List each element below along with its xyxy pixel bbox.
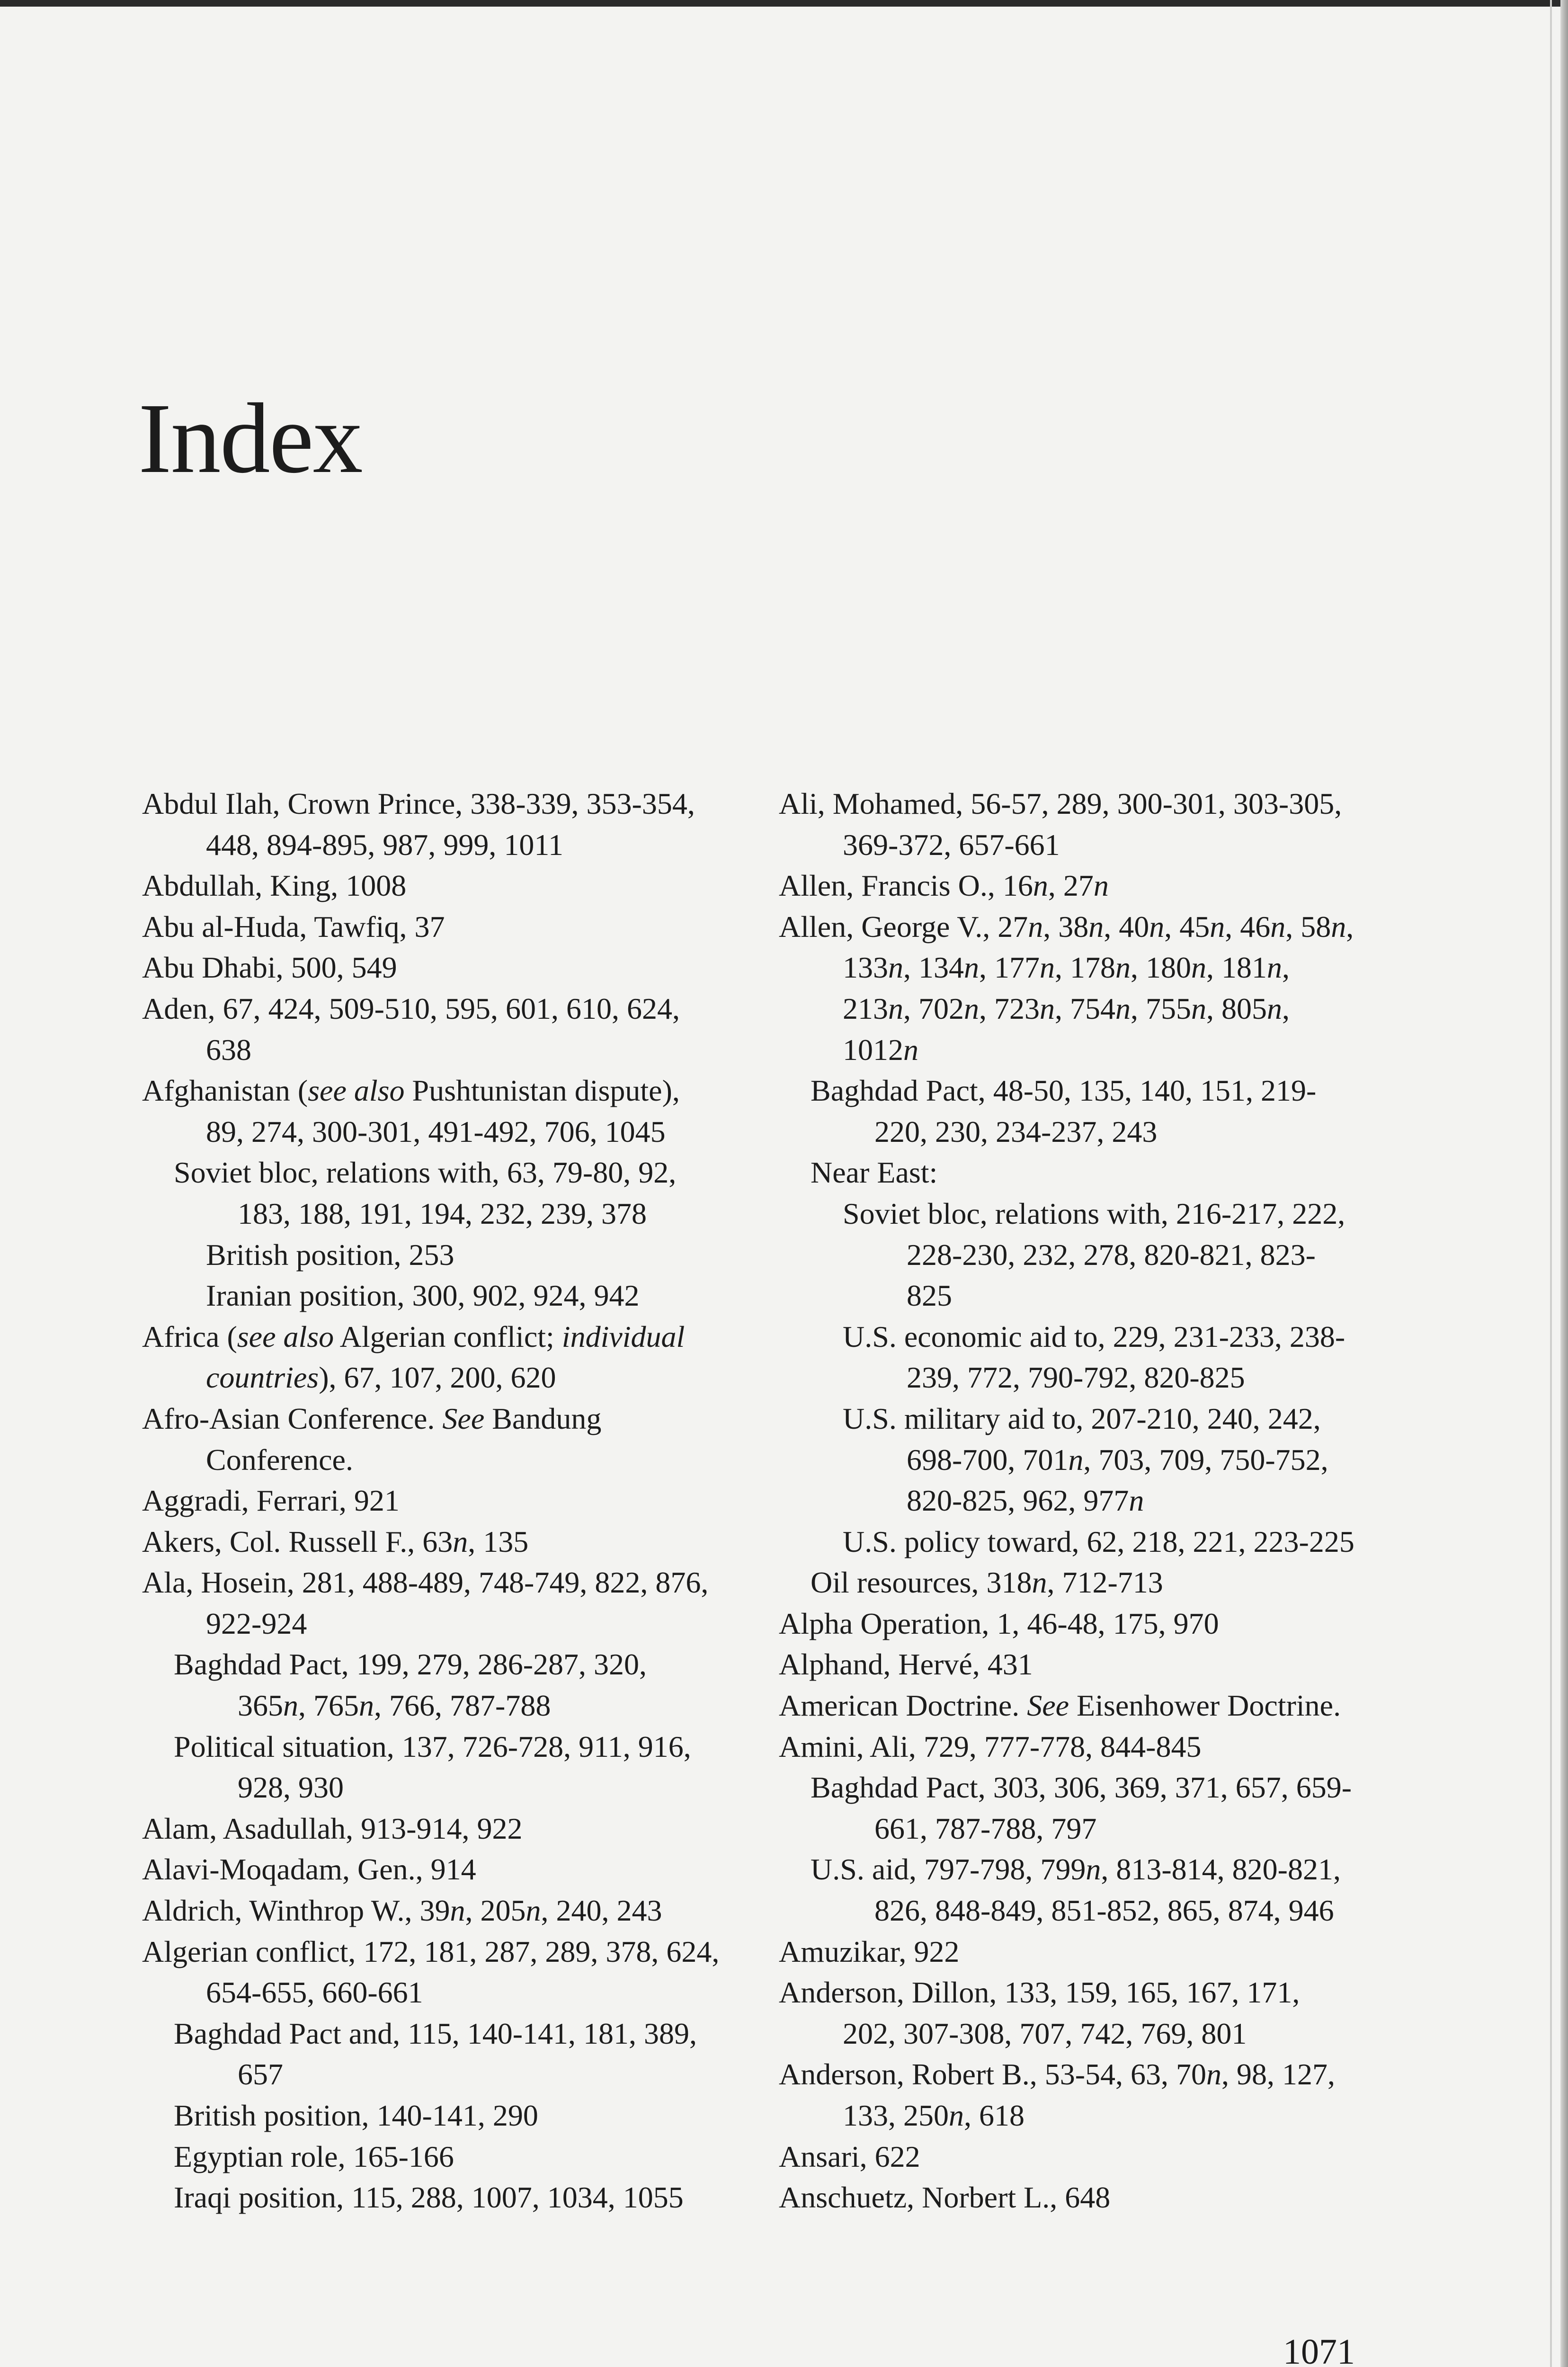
index-column-left bbox=[142, 783, 720, 2218]
index-entry: Ala, Hosein, 281, 488-489, 748-749, 822, 876, 922-924 bbox=[142, 1566, 709, 1640]
index-entry: Ansari, 622 bbox=[779, 2139, 920, 2173]
index-entry: American Doctrine. See Eisenhower Doctrine. bbox=[779, 1689, 1341, 1723]
index-entry: Africa (see also Algerian conflict; individual countries), 67, 107, 200, 620 bbox=[142, 1319, 685, 1395]
index-subentry: U.S. aid, 797-798, 799n, 813-814, 820-821, 826, 848-849, 851-852, 865, 874, 946 bbox=[811, 1852, 1341, 1928]
index-entry: Alphand, Hervé, 431 bbox=[779, 1647, 1033, 1682]
index-subentry: Baghdad Pact, 303, 306, 369, 371, 657, 659-661, 787-788, 797 bbox=[811, 1771, 1352, 1845]
index-entry: Allen, George V., 27n, 38n, 40n, 45n, 46n, 58n, 133n, 134n, 177n, 178n, 180n, 181n, 213n, 702n, 723n, 754n, 755n, 805n, 1012n bbox=[779, 909, 1354, 1067]
index-entry: Anderson, Dillon, 133, 159, 165, 167, 171, 202, 307-308, 707, 742, 769, 801 bbox=[779, 1975, 1300, 2050]
index-entry: Allen, Francis O., 16n, 27n bbox=[779, 869, 1109, 903]
scan-top-edge bbox=[0, 0, 1568, 7]
index-subentry: U.S. policy toward, 62, 218, 221, 223-225 bbox=[843, 1524, 1354, 1558]
index-entry: Abdullah, King, 1008 bbox=[142, 869, 407, 903]
index-entry: Amuzikar, 922 bbox=[779, 1934, 960, 1968]
index-entry: Abu Dhabi, 500, 549 bbox=[142, 951, 397, 985]
index-subentry: Oil resources, 318n, 712-713 bbox=[811, 1566, 1163, 1600]
index-entry: Alavi-Moqadam, Gen., 914 bbox=[142, 1852, 476, 1886]
index-subentry: Political situation, 137, 726-728, 911, 916, 928, 930 bbox=[174, 1729, 691, 1805]
index-subentry: Soviet bloc, relations with, 216-217, 222, 228-230, 232, 278, 820-821, 823-825 bbox=[843, 1196, 1345, 1313]
index-entry: Akers, Col. Russell F., 63n, 135 bbox=[142, 1524, 529, 1558]
index-column-right bbox=[779, 783, 1356, 2218]
index-entry: Abdul Ilah, Crown Prince, 338-339, 353-354, 448, 894-895, 987, 999, 1011 bbox=[142, 787, 695, 862]
index-entry: Alpha Operation, 1, 46-48, 175, 970 bbox=[779, 1606, 1219, 1640]
index-entry: Aggradi, Ferrari, 921 bbox=[142, 1484, 400, 1518]
index-subentry: Iraqi position, 115, 288, 1007, 1034, 1055 bbox=[174, 2180, 684, 2215]
index-entry: Algerian conflict, 172, 181, 287, 289, 378, 624, 654-655, 660-661 bbox=[142, 1934, 720, 2010]
index-entry: Aldrich, Winthrop W., 39n, 205n, 240, 243 bbox=[142, 1894, 662, 1928]
index-entry: Afghanistan (see also Pushtunistan dispute), 89, 274, 300-301, 491-492, 706, 1045 bbox=[142, 1074, 680, 1148]
index-subentry: Near East: bbox=[811, 1156, 938, 1190]
index-subentry: Soviet bloc, relations with, 63, 79-80, 92, 183, 188, 191, 194, 232, 239, 378 bbox=[174, 1156, 677, 1230]
index-subentry: Baghdad Pact and, 115, 140-141, 181, 389, 657 bbox=[174, 2016, 697, 2091]
scan-right-edge bbox=[1560, 0, 1568, 2367]
index-subentry: U.S. military aid to, 207-210, 240, 242, 698-700, 701n, 703, 709, 750-752, 820-825, 962, 977n bbox=[843, 1401, 1328, 1518]
index-entry: Afro-Asian Conference. See Bandung Conference. bbox=[142, 1401, 602, 1477]
index-subentry: Baghdad Pact, 48-50, 135, 140, 151, 219-220, 230, 234-237, 243 bbox=[811, 1074, 1317, 1148]
page-title: Index bbox=[138, 383, 362, 494]
index-entry: Aden, 67, 424, 509-510, 595, 601, 610, 624, 638 bbox=[142, 991, 680, 1067]
index-subentry: U.S. economic aid to, 229, 231-233, 238-239, 772, 790-792, 820-825 bbox=[843, 1319, 1345, 1395]
index-subentry: British position, 140-141, 290 bbox=[174, 2099, 538, 2132]
index-entry: Anderson, Robert B., 53-54, 63, 70n, 98, 127, 133, 250n, 618 bbox=[779, 2057, 1336, 2132]
index-entry: Anschuetz, Norbert L., 648 bbox=[779, 2180, 1111, 2215]
index-subentry: Iranian position, 300, 902, 924, 942 bbox=[206, 1279, 640, 1313]
index-entry: Amini, Ali, 729, 777-778, 844-845 bbox=[779, 1729, 1202, 1763]
index-entry: Ali, Mohamed, 56-57, 289, 300-301, 303-305, 369-372, 657-661 bbox=[779, 787, 1342, 862]
scan-right-line bbox=[1550, 0, 1552, 2367]
page-number: 1071 bbox=[1283, 2332, 1355, 2367]
index-subentry: British position, 253 bbox=[206, 1237, 454, 1272]
index-subentry: Egyptian role, 165-166 bbox=[174, 2139, 454, 2173]
index-subentry: Baghdad Pact, 199, 279, 286-287, 320, 365n, 765n, 766, 787-788 bbox=[174, 1647, 647, 1723]
index-entry: Abu al-Huda, Tawfiq, 37 bbox=[142, 909, 445, 943]
index-entry: Alam, Asadullah, 913-914, 922 bbox=[142, 1811, 523, 1845]
